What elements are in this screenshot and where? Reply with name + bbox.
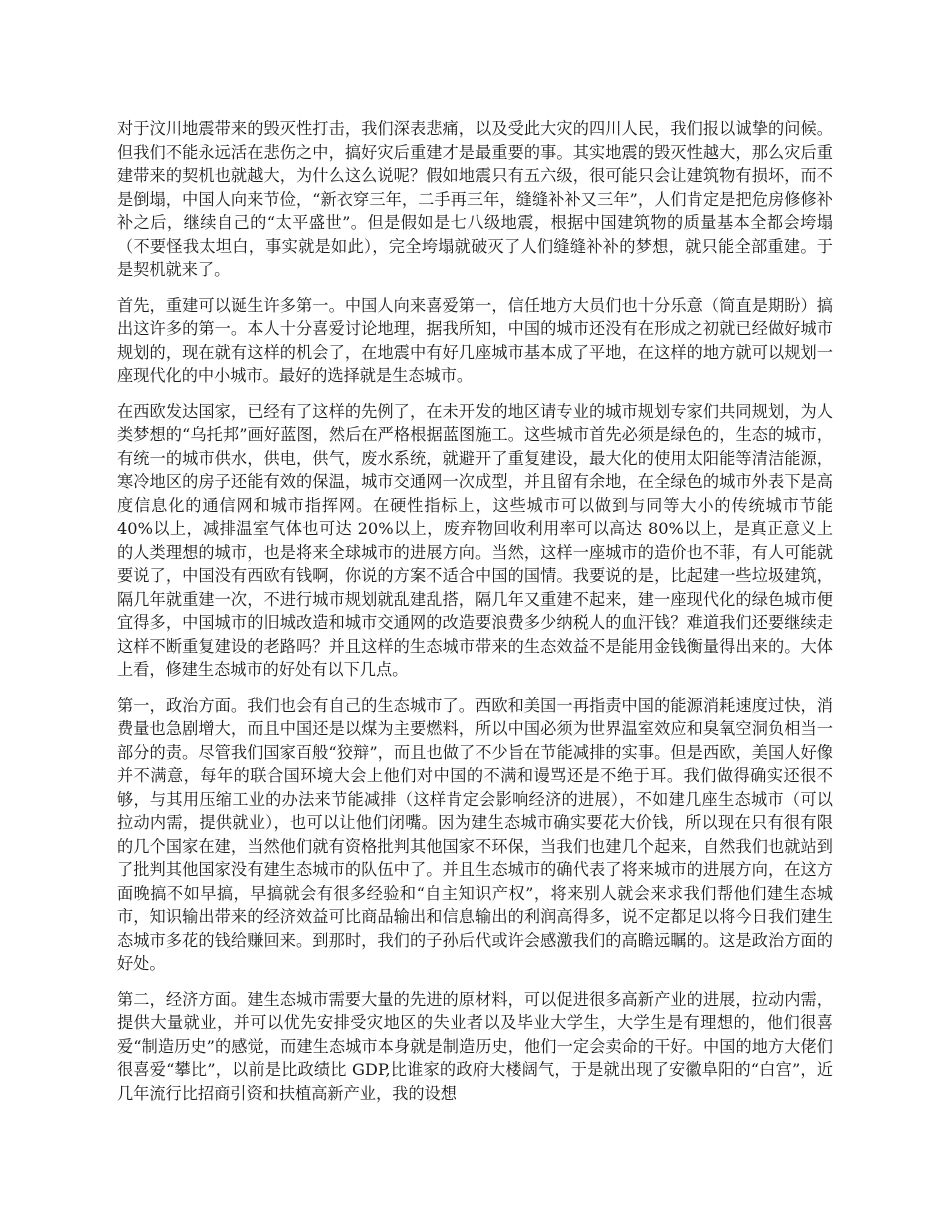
paragraph: 首先，重建可以诞生许多第一。中国人向来喜爱第一，信任地方大员们也十分乐意（简直是期盼）搞出这许多的第一。本人十分喜爱讨论地理，据我所知，中国的城市还没有在形成之初就已经做好城市规划的，现在就有这样的机会了，在地震中有好几座城市基本成了平地，在这样的地方就可以规划一座现代化的中小城市。最好的选择就是生态城市。 [117, 295, 833, 385]
document-body [117, 117, 833, 1117]
paragraph: 第二，经济方面。建生态城市需要大量的先进的原材料，可以促进很多高新产业的进展，拉动内需，提供大量就业，并可以优先安排受灾地区的失业者以及毕业大学生，大学生是有理想的，他们很喜爱“制造历史”的感觉，而建生态城市本身就是制造历史，他们一定会卖命的干好。中国的地方大佬们很喜爱“攀比”，以前是比政绩比 GDP,比谁家的政府大楼阔气，于是就出现了安徽阜阳的“白宫”，近几年流行比招商引资和扶植高新产业，我的设想 [117, 989, 833, 1103]
paragraph: 第一，政治方面。我们也会有自己的生态城市了。西欧和美国一再指责中国的能源消耗速度过快，消费量也急剧增大，而且中国还是以煤为主要燃料，所以中国必须为世界温室效应和臭氧空洞负相当一部分的责。尽管我们国家百般“狡辩”，而且也做了不少旨在节能减排的实事。但是西欧，美国人好像并不满意，每年的联合国环境大会上他们对中国的不满和谩骂还是不绝于耳。我们做得确实还很不够，与其用压缩工业的办法来节能减排（这样肯定会影响经济的进展），不如建几座生态城市（可以拉动内需，提供就业），也可以让他们闭嘴。因为建生态城市确实要花大价钱，所以现在只有很有限的几个国家在建，当然他们就有资格批判其他国家不环保，当我们也建几个起来，自然我们也就站到了批判其他国家没有建生态城市的队伍中了。并且生态城市的确代表了将来城市的进展方向，在这方面晚搞不如早搞，早搞就会有很多经验和“自主知识产权”，将来别人就会来求我们帮他们建生态城市，知识输出带来的经济效益可比商品输出和信息输出的利润高得多，说不定都足以将今日我们建生态城市多花的钱给赚回来。到那时，我们的子孙后代或许会感激我们的高瞻远瞩的。这是政治方面的好处。 [117, 695, 833, 973]
paragraph: 对于汶川地震带来的毁灭性打击，我们深表悲痛，以及受此大灾的四川人民，我们报以诚挚的问候。但我们不能永远活在悲伤之中，搞好灾后重建才是最重要的事。其实地震的毁灭性越大，那么灾后重建带来的契机也就越大，为什么这么说呢？假如地震只有五六级，很可能只会让建筑物有损坏，而不是倒塌，中国人向来节俭，“新衣穿三年，二手再三年，缝缝补补又三年”，人们肯定是把危房修修补补之后，继续自己的“太平盛世”。但是假如是七八级地震，根据中国建筑物的质量基本全都会垮塌（不要怪我太坦白，事实就是如此），完全垮塌就破灭了人们缝缝补补的梦想，就只能全部重建。于是契机就来了。 [117, 119, 833, 279]
paragraph: 在西欧发达国家，已经有了这样的先例了，在未开发的地区请专业的城市规划专家们共同规划，为人类梦想的“乌托邦”画好蓝图，然后在严格根据蓝图施工。这些城市首先必须是绿色的，生态的城市，有统一的城市供水，供电，供气，废水系统，就避开了重复建设，最大化的使用太阳能等清洁能源，寒冷地区的房子还能有效的保温，城市交通网一次成型，并且留有余地，在全绿色的城市外表下是高度信息化的通信网和城市指挥网。在硬性指标上，这些城市可以做到与同等大小的传统城市节能 40%以上，减排温室气体也可达 20%以上，废弃物回收利用率可以高达 80%以上，是真正意义上的人类理想的城市，也是将来全球城市的进展方向。当然，这样一座城市的造价也不菲，有人可能就要说了，中国没有西欧有钱啊，你说的方案不适合中国的国情。我要说的是，比起建一些垃圾建筑，隔几年就重建一次，不进行城市规划就乱建乱搭，隔几年又重建不起来，建一座现代化的绿色城市便宜得多，中国城市的旧城改造和城市交通网的改造要浪费多少纳税人的血汗钱？难道我们还要继续走这样不断重复建设的老路吗？并且这样的生态城市带来的生态效益不是能用金钱衡量得出来的。大体上看，修建生态城市的好处有以下几点。 [117, 401, 833, 679]
